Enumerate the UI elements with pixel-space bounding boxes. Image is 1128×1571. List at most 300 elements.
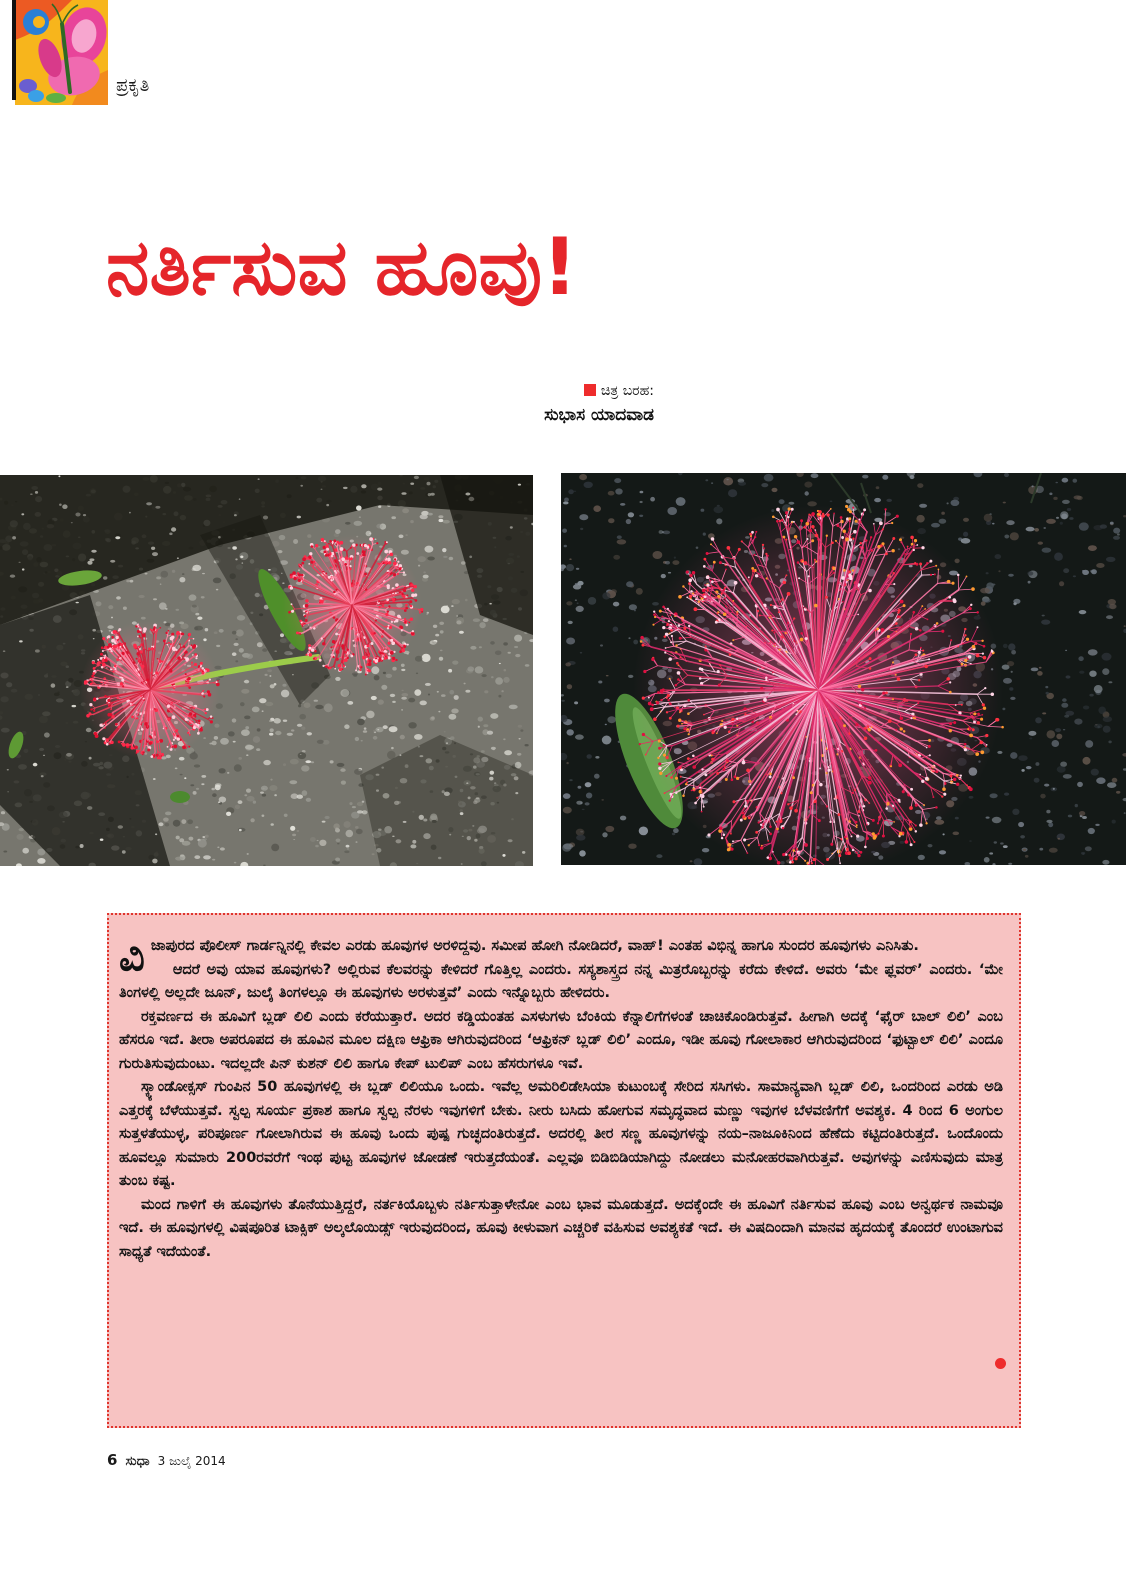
stamen-tip <box>381 635 384 638</box>
soil-speck <box>593 505 601 512</box>
gravel-speck <box>274 718 281 724</box>
stamen-tip <box>325 544 329 548</box>
stamen-tip <box>960 775 962 777</box>
soil-speck <box>650 497 655 502</box>
stamen-tip <box>934 573 936 575</box>
gravel-highlight <box>31 835 33 837</box>
soil-speck <box>931 523 940 528</box>
gravel-highlight <box>270 779 272 781</box>
flower-photo-right <box>561 473 1126 865</box>
soil-speck <box>918 855 925 860</box>
stamen-tip <box>336 541 339 544</box>
gravel-speck <box>451 709 458 714</box>
soil-speck <box>1079 811 1085 816</box>
soil-speck <box>668 572 671 574</box>
soil-speck <box>1034 778 1040 783</box>
stamen-tip <box>410 617 413 620</box>
stamen-tip <box>114 668 116 670</box>
stamen-tip <box>957 574 960 577</box>
soil-speck <box>1064 715 1069 718</box>
stamen-tip <box>406 595 408 597</box>
gravel-speck <box>324 703 333 712</box>
gravel-speck <box>401 669 405 671</box>
soil-speck <box>1052 740 1060 747</box>
stamen-tip <box>803 526 805 528</box>
soil-speck <box>1037 671 1043 676</box>
stamen-tip <box>204 708 206 710</box>
stamen-tip <box>983 645 986 648</box>
soil-speck <box>614 478 621 483</box>
stamen-tip <box>92 672 95 675</box>
soil-speck <box>1091 569 1097 574</box>
gravel-speck <box>470 646 476 650</box>
stamen-tip <box>910 536 914 540</box>
gravel-speck <box>291 729 294 731</box>
stamen-tip <box>403 648 405 650</box>
soil-speck <box>1079 522 1089 530</box>
gravel-speck <box>235 805 240 810</box>
gravel-speck <box>509 705 518 710</box>
gravel-speck <box>194 764 200 767</box>
stamen-tip <box>694 600 696 602</box>
stamen-tip <box>91 679 93 681</box>
gravel-highlight <box>435 634 439 637</box>
gravel-speck <box>263 865 266 866</box>
gravel-speck <box>234 643 239 646</box>
gravel-highlight <box>239 648 244 653</box>
stamen-tip <box>941 795 943 797</box>
stamen-tip <box>305 619 308 622</box>
stamen-tip <box>209 679 211 681</box>
gravel-speck <box>418 556 426 562</box>
gravel-highlight <box>89 757 92 760</box>
stamen-tip <box>910 788 913 791</box>
stamen-tip <box>291 610 294 613</box>
stamen-tip <box>970 604 972 606</box>
gravel-speck <box>194 627 198 630</box>
stamen-tip <box>288 611 291 614</box>
stamen-tip <box>359 665 361 667</box>
gravel-highlight <box>180 854 184 856</box>
gravel-highlight <box>216 589 218 591</box>
stamen-tip <box>835 540 837 542</box>
soil-speck <box>667 507 677 515</box>
soil-speck <box>1098 707 1106 715</box>
stamen-tip <box>301 623 303 625</box>
stamen-tip <box>915 653 918 656</box>
stamen-tip <box>84 680 87 683</box>
soil-speck <box>1010 532 1019 540</box>
stamen-tip <box>919 823 923 827</box>
stamen-tip <box>118 740 121 743</box>
gravel-highlight <box>51 683 56 687</box>
soil-speck <box>573 584 581 589</box>
stamen-tip <box>163 639 166 642</box>
stamen-tip <box>104 646 107 649</box>
gravel-speck <box>515 762 522 769</box>
stamen-tip <box>910 633 912 635</box>
stamen-tip <box>985 734 988 737</box>
stamen-tip <box>93 667 96 670</box>
gravel-highlight <box>401 492 406 495</box>
soil-speck <box>656 854 662 858</box>
gravel-speck <box>310 837 316 842</box>
stamen-tip <box>711 585 713 587</box>
gravel-highlight <box>340 768 345 772</box>
stamen-tip <box>113 630 117 634</box>
stamen-tip <box>148 742 151 745</box>
stamen-tip <box>868 589 872 593</box>
gravel-speck <box>257 728 261 731</box>
soil-speck <box>608 491 615 496</box>
stamen-tip <box>856 824 858 826</box>
stamen-tip <box>380 655 382 657</box>
gravel-speck <box>378 506 381 508</box>
gravel-highlight <box>473 801 477 805</box>
gravel-speck <box>459 631 464 634</box>
stamen-tip <box>188 633 191 636</box>
gravel-speck <box>267 669 272 672</box>
gravel-highlight <box>72 705 77 707</box>
stamen-tip <box>216 683 220 687</box>
soil-speck <box>673 828 679 833</box>
stamen-tip <box>406 624 409 627</box>
leaf <box>170 791 190 803</box>
soil-speck <box>1078 656 1083 661</box>
stamen-tip <box>308 647 311 650</box>
gravel-speck <box>197 617 202 620</box>
soil-speck <box>1003 678 1012 684</box>
stamen-tip <box>168 642 170 644</box>
soil-speck <box>1066 675 1071 678</box>
soil-speck <box>567 729 574 735</box>
soil-speck <box>1058 838 1060 840</box>
stamen-tip <box>743 838 746 841</box>
gravel-highlight <box>460 812 464 815</box>
gravel-speck <box>189 837 194 841</box>
stamen-tip <box>984 687 986 689</box>
gravel-speck <box>483 724 488 727</box>
gravel-speck <box>317 740 324 744</box>
stamen-tip <box>110 708 112 710</box>
stamen-tip <box>408 621 410 623</box>
soil-speck <box>761 483 768 487</box>
gravel-highlight <box>470 786 476 789</box>
stamen-tip <box>679 657 681 659</box>
gravel-speck <box>452 661 458 665</box>
stamen-tip <box>362 550 365 553</box>
stamen-tip <box>99 724 102 727</box>
soil-speck <box>575 599 577 601</box>
gravel-highlight <box>414 476 419 479</box>
soil-speck <box>1009 687 1013 690</box>
gravel-highlight <box>265 674 268 676</box>
soil-speck <box>569 558 571 560</box>
gravel-speck <box>241 729 250 736</box>
gravel-speck <box>323 740 330 745</box>
soil-speck <box>717 505 720 507</box>
stamen-tip <box>118 630 120 632</box>
soil-speck <box>613 602 619 607</box>
stamen-tip <box>335 633 338 636</box>
stamen-tip <box>308 653 312 657</box>
stamen-tip <box>706 584 709 587</box>
gravel-highlight <box>418 565 420 567</box>
gravel-speck <box>490 713 498 719</box>
gravel-speck <box>325 816 330 819</box>
stamen-tip <box>328 543 330 545</box>
gravel-highlight <box>262 788 264 790</box>
stamen-tip <box>330 646 332 648</box>
gravel-highlight <box>396 839 402 843</box>
gravel-speck <box>322 821 326 823</box>
stamen-tip <box>875 749 878 752</box>
stamen-tip <box>188 686 191 689</box>
stamen-tip <box>364 544 367 547</box>
stamen-tip <box>660 699 662 701</box>
stamen-tip <box>311 545 314 548</box>
gravel-speck <box>364 727 367 729</box>
soil-speck <box>1069 517 1073 520</box>
soil-speck <box>1063 774 1072 779</box>
stamen-tip <box>924 608 926 610</box>
stamen-tip <box>150 672 152 674</box>
gravel-speck <box>298 752 306 759</box>
stamen-tip <box>314 650 317 653</box>
gravel-speck <box>504 750 512 755</box>
stamen-tip <box>692 571 695 574</box>
gravel-highlight <box>373 736 378 740</box>
stamen-tip <box>171 633 174 636</box>
stamen-tip <box>392 657 395 660</box>
gravel-speck <box>315 845 319 848</box>
gravel-speck <box>408 698 415 703</box>
stamen-tip <box>343 665 345 667</box>
gravel-speck <box>362 810 368 814</box>
gravel-highlight <box>19 640 23 642</box>
soil-speck <box>1003 845 1008 848</box>
gravel-highlight <box>343 487 348 489</box>
stamen-tip <box>177 656 181 660</box>
soil-speck <box>1047 730 1056 738</box>
stamen-tip <box>405 604 408 607</box>
gravel-speck <box>259 682 261 684</box>
stamen-tip <box>727 546 731 550</box>
soil-speck <box>636 588 643 595</box>
gravel-speck <box>192 605 197 608</box>
stamen-tip <box>306 654 308 656</box>
gravel-speck <box>401 550 409 555</box>
soil-speck <box>634 610 636 612</box>
stamen-tip <box>789 861 792 864</box>
stamen-tip <box>961 663 964 666</box>
gravel-highlight <box>151 547 155 550</box>
stamen-tip <box>155 754 158 757</box>
gravel-highlight <box>478 717 483 722</box>
gravel-speck <box>344 724 349 729</box>
gravel-highlight <box>262 711 264 712</box>
stamen-tip <box>150 629 152 631</box>
stamen-tip <box>333 591 336 594</box>
stamen-tip <box>217 680 219 682</box>
soil-speck <box>1088 545 1097 551</box>
stamen-tip <box>375 619 377 621</box>
stamen-tip <box>414 585 417 588</box>
gravel-speck <box>376 524 382 529</box>
stamen-tip <box>404 621 406 623</box>
soil-speck <box>1046 519 1056 524</box>
stamen-tip <box>141 728 143 730</box>
stamen-tip <box>402 593 404 595</box>
soil-speck <box>639 827 648 836</box>
gravel-highlight <box>103 576 107 579</box>
stamen-tip <box>167 705 170 708</box>
stamen-tip <box>142 751 144 753</box>
stamen-tip <box>914 562 916 564</box>
soil-speck <box>1103 716 1112 722</box>
stamen-tip <box>830 508 832 510</box>
stamen-tip <box>977 626 979 628</box>
soil-speck <box>1056 734 1062 740</box>
soil-speck <box>961 538 971 544</box>
stamen-tip <box>96 698 98 700</box>
gravel-speck <box>378 700 384 705</box>
stamen-tip <box>155 672 158 675</box>
stamen-tip <box>185 651 188 654</box>
stamen-tip <box>102 637 105 640</box>
stamen-tip <box>388 561 392 565</box>
stamen-tip <box>864 846 867 849</box>
gravel-speck <box>179 757 185 761</box>
stamen-tip <box>338 664 342 668</box>
stamen-tip <box>966 784 968 786</box>
soil-speck <box>811 473 819 478</box>
soil-speck <box>640 501 643 503</box>
stamen-tip <box>699 596 701 598</box>
stamen-tip <box>350 547 352 549</box>
stamen-tip <box>290 576 293 579</box>
stamen-tip <box>689 574 692 577</box>
gravel-speck <box>335 529 341 534</box>
stamen-tip <box>401 629 403 631</box>
soil-speck <box>1096 777 1105 784</box>
gravel-highlight <box>489 603 492 605</box>
stamen-tip <box>772 515 775 518</box>
gravel-highlight <box>468 797 471 800</box>
gravel-speck <box>116 596 121 599</box>
gravel-highlight <box>394 801 399 805</box>
gravel-speck <box>212 859 215 861</box>
soil-speck <box>1112 778 1118 783</box>
stamen-tip <box>775 821 777 823</box>
gravel-speck <box>449 714 457 720</box>
soil-speck <box>716 518 722 524</box>
gravel-highlight <box>92 629 96 632</box>
soil-speck <box>1079 671 1084 674</box>
stamen-tip <box>977 713 980 716</box>
stamen-tip <box>409 600 412 603</box>
stamen-tip <box>359 669 361 671</box>
stamen-tip <box>350 557 353 560</box>
soil-speck <box>984 514 993 522</box>
soil-speck <box>772 488 778 492</box>
gravel-speck <box>401 690 403 691</box>
soil-speck <box>1075 804 1078 807</box>
gravel-highlight <box>392 836 395 837</box>
gravel-highlight <box>451 605 454 607</box>
soil-speck <box>1065 650 1067 651</box>
gravel-highlight <box>330 760 334 763</box>
stamen-tip <box>356 552 359 555</box>
gravel-speck <box>355 737 359 741</box>
gravel-highlight <box>377 488 382 491</box>
stamen-tip <box>927 619 929 621</box>
soil-speck <box>628 637 630 639</box>
soil-speck <box>586 793 592 799</box>
gravel-speck <box>415 656 423 662</box>
gravel-speck <box>450 736 454 740</box>
gravel-highlight <box>155 506 160 509</box>
soil-speck <box>1085 846 1092 851</box>
soil-speck <box>576 606 584 612</box>
gravel-speck <box>337 843 340 844</box>
gravel-speck <box>252 707 260 713</box>
stamen-tip <box>159 627 161 629</box>
gravel-speck <box>145 573 148 575</box>
stamen-tip <box>941 630 944 633</box>
gravel-speck <box>448 669 452 673</box>
gravel-highlight <box>118 825 123 828</box>
gravel-highlight <box>446 742 448 744</box>
gravel-speck <box>172 570 175 573</box>
stamen-tip <box>387 558 391 562</box>
stamen-tip <box>182 745 186 749</box>
gravel-speck <box>179 577 185 582</box>
gravel-speck <box>159 602 167 609</box>
soil-speck <box>1039 667 1042 669</box>
stamen-tip <box>375 659 379 663</box>
soil-speck <box>1108 741 1111 744</box>
soil-speck <box>1108 681 1112 683</box>
gravel-speck <box>354 769 363 775</box>
stamen-tip <box>105 739 108 742</box>
gravel-highlight <box>22 568 25 570</box>
soil-speck <box>563 793 571 799</box>
gravel-speck <box>205 835 209 838</box>
gravel-highlight <box>476 797 480 799</box>
gravel-highlight <box>392 701 396 703</box>
gravel-speck <box>410 520 414 523</box>
gravel-speck <box>386 674 392 678</box>
gravel-highlight <box>10 575 15 578</box>
soil-speck <box>629 604 637 610</box>
gravel-highlight <box>326 504 329 506</box>
soil-speck <box>1053 788 1055 790</box>
gravel-speck <box>262 794 266 797</box>
stamen-tip <box>884 508 886 510</box>
stamen-tip <box>177 737 180 740</box>
gravel-highlight <box>401 709 403 710</box>
stamen-tip <box>379 652 382 655</box>
soil-speck <box>1013 602 1016 605</box>
soil-speck <box>602 592 610 599</box>
soil-speck <box>1018 755 1027 761</box>
stamen-tip <box>185 657 189 661</box>
stamen-tip <box>139 629 141 631</box>
gravel-highlight <box>465 493 470 496</box>
soil-speck <box>567 684 572 689</box>
gravel-highlight <box>391 747 394 749</box>
